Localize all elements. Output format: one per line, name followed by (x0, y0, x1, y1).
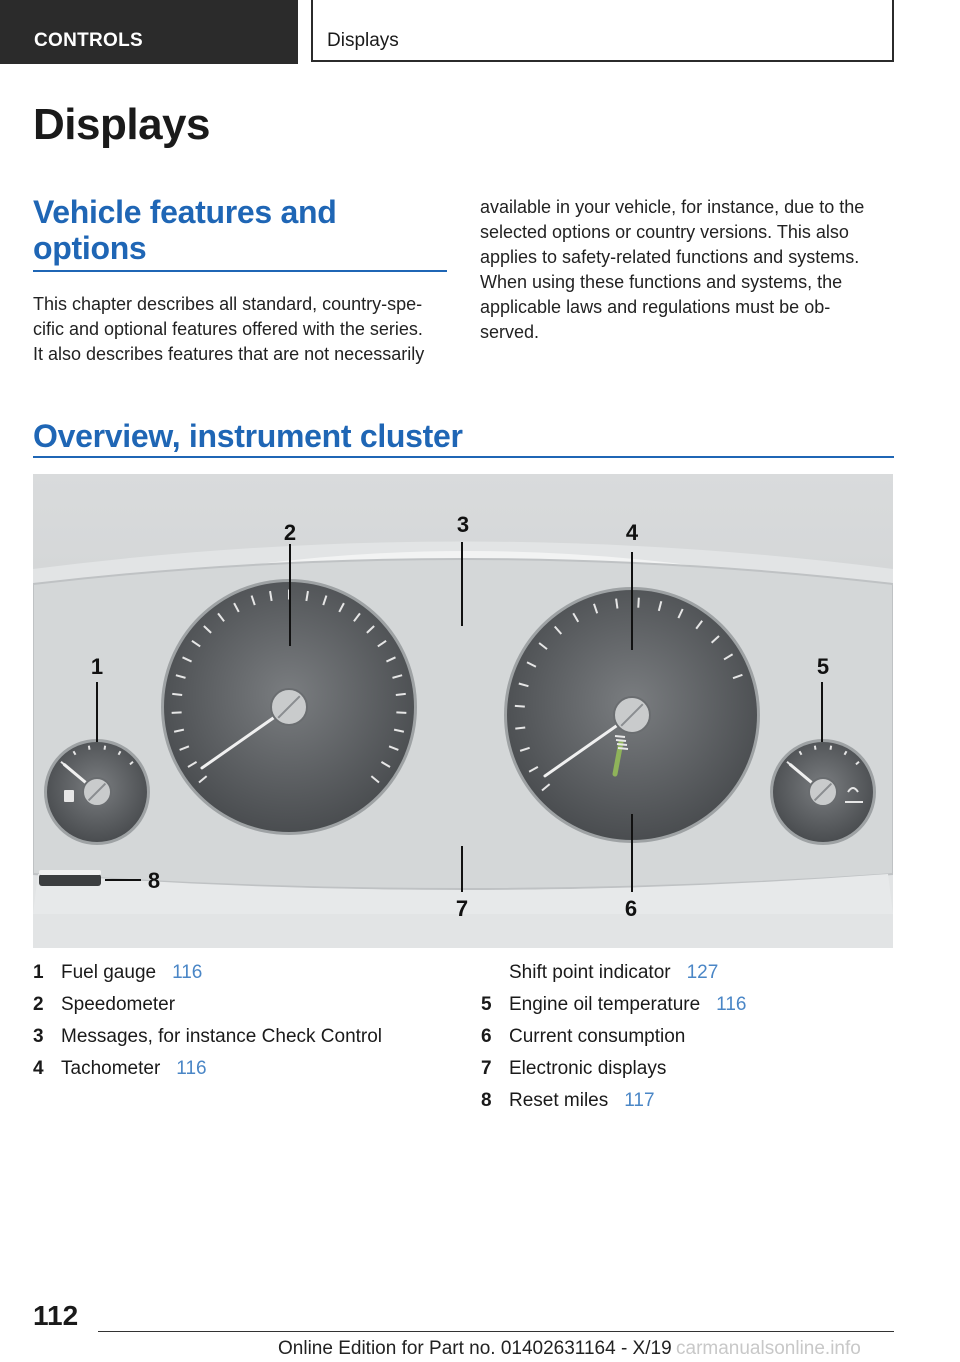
page-reference-link[interactable]: 116 (716, 994, 747, 1015)
legend-item (33, 1053, 453, 1085)
para-line: applicable laws and regulations must be ob- (480, 297, 831, 317)
section-rule (33, 456, 894, 458)
page-title: Displays (33, 100, 210, 149)
legend-text: Engine oil temperature (509, 994, 701, 1015)
legend-item (481, 1085, 895, 1117)
legend-number: 6 (481, 1026, 492, 1047)
header-section-label: CONTROLS (34, 30, 144, 51)
legend-number: 7 (481, 1058, 492, 1079)
section-heading-vehicle-features: Vehicle features and options (33, 194, 337, 266)
reset-miles-button (39, 870, 101, 886)
legend-text: Electronic displays (509, 1058, 667, 1079)
page-reference-link[interactable]: 127 (686, 962, 719, 983)
page-reference-link[interactable]: 116 (172, 962, 203, 983)
legend-text: Reset miles (509, 1090, 609, 1111)
instrument-cluster-figure (33, 474, 893, 948)
callout-3: 3 (456, 512, 470, 537)
legend-text: Messages, for instance Check Control (61, 1026, 383, 1047)
section-heading-instrument-cluster: Overview, instrument cluster (33, 418, 463, 454)
oil-temperature-dial (770, 739, 876, 845)
para-line: applies to safety-related functions and systems. (480, 247, 860, 267)
legend-number: 2 (33, 994, 44, 1015)
legend-item (33, 1021, 453, 1053)
legend-text: Current consumption (509, 1026, 686, 1047)
paragraph-col1 (33, 292, 453, 367)
page-reference-link[interactable]: 116 (176, 1058, 207, 1079)
legend-text: Speedometer (61, 994, 176, 1015)
legend-item (481, 957, 895, 989)
callout-8: 8 (147, 868, 161, 893)
header-chapter-label: Displays (327, 30, 399, 51)
legend-text: Tachometer (61, 1058, 161, 1079)
legend-number: 5 (481, 994, 492, 1015)
legend-item (33, 957, 453, 989)
para-line: cific and optional features offered with the series. (33, 319, 423, 339)
fuel-pump-icon (64, 790, 74, 802)
para-line: available in your vehicle, for instance, due to the (480, 197, 865, 217)
callout-4: 4 (625, 520, 639, 545)
callout-6: 6 (624, 896, 638, 921)
para-line: This chapter describes all standard, country-spe- (33, 294, 423, 314)
callout-1: 1 (90, 654, 104, 679)
paragraph-col2 (480, 195, 894, 345)
page-reference-link[interactable]: 117 (624, 1090, 655, 1111)
callout-2: 2 (283, 520, 297, 545)
legend-number: 4 (33, 1058, 44, 1079)
footer-watermark: carmanualsonline.info (676, 1338, 861, 1359)
legend-item (481, 989, 895, 1021)
legend-text: Fuel gauge (61, 962, 157, 983)
fuel-gauge-dial (44, 739, 150, 845)
header-chapter-box (311, 0, 894, 62)
para-line: It also describes features that are not necessarily (33, 344, 425, 364)
callout-7: 7 (455, 896, 469, 921)
page-number: 112 (33, 1300, 79, 1331)
legend-number: 8 (481, 1090, 492, 1111)
callout-5: 5 (816, 654, 830, 679)
legend-item (481, 1021, 895, 1053)
legend-left (33, 957, 453, 1085)
legend-item (481, 1053, 895, 1085)
legend-right (481, 957, 895, 1117)
legend-text: Shift point indicator (509, 962, 671, 983)
para-line: served. (480, 322, 540, 342)
legend-item (33, 989, 453, 1021)
legend-number: 3 (33, 1026, 44, 1047)
header-section-tab (0, 0, 298, 64)
para-line: selected options or country versions. This also (480, 222, 849, 242)
para-line: When using these functions and systems, the (480, 272, 843, 292)
footer-rule (98, 1331, 894, 1332)
section-rule (33, 270, 447, 272)
legend-number: 1 (33, 962, 44, 983)
footer-edition: Online Edition for Part no. 01402631164 - X/19 (278, 1338, 672, 1359)
